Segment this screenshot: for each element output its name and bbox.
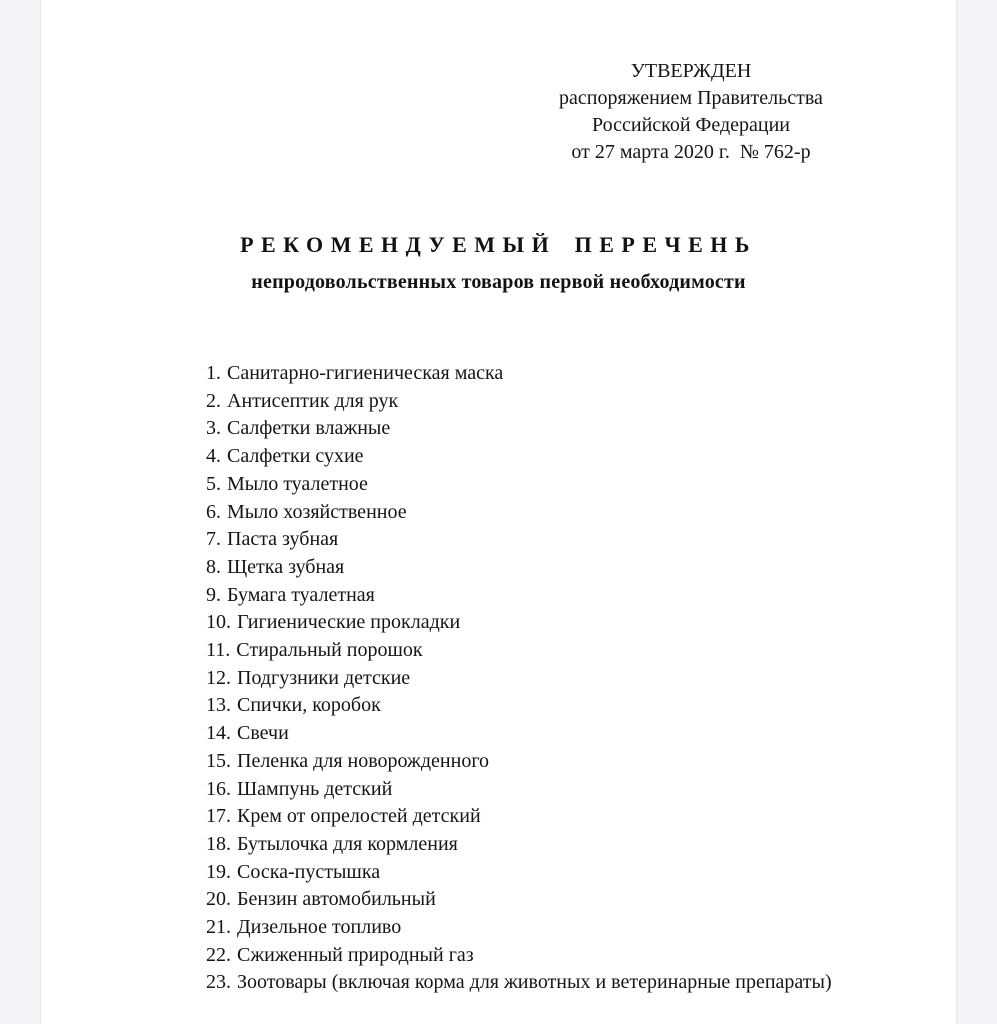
item-label: Салфетки влажные xyxy=(227,417,391,440)
approval-line-3: Российской Федерации xyxy=(591,114,791,136)
item-number: 10. xyxy=(206,611,231,634)
list-item xyxy=(206,360,926,388)
list-item xyxy=(206,637,926,665)
item-number: 16. xyxy=(206,777,231,800)
item-label: Свечи xyxy=(237,722,289,745)
item-label: Соска-пустышка xyxy=(237,860,381,883)
list-item xyxy=(206,803,926,831)
item-label: Дизельное топливо xyxy=(237,916,402,939)
item-label: Санитарно-гигиеническая маска xyxy=(227,362,504,384)
list-item xyxy=(206,554,926,582)
item-label: Мыло хозяйственное xyxy=(227,500,407,523)
list-item xyxy=(206,942,926,970)
approval-line-2: распоряжением Правительства xyxy=(559,87,823,109)
item-number: 22. xyxy=(206,943,231,966)
document-page xyxy=(40,0,957,1024)
item-label: Подгузники детские xyxy=(237,666,411,689)
list-item xyxy=(206,582,926,610)
item-number: 17. xyxy=(206,805,231,828)
item-number: 21. xyxy=(206,916,231,939)
item-number: 12. xyxy=(206,666,231,689)
item-number: 8. xyxy=(206,555,221,578)
list-item xyxy=(206,471,926,499)
item-label: Стиральный порошок xyxy=(236,639,423,662)
item-label: Крем от опрелостей детский xyxy=(237,805,481,828)
item-label: Бумага туалетная xyxy=(227,583,375,606)
item-label: Щетка зубная xyxy=(227,555,345,578)
list-item xyxy=(206,443,926,471)
item-number: 15. xyxy=(206,749,231,772)
item-number: 5. xyxy=(206,472,221,495)
item-label: Бутылочка для кормления xyxy=(237,832,458,855)
approval-line-4: от 27 марта 2020 г. № 762-р xyxy=(571,141,811,163)
approval-line-1: УТВЕРЖДЕН xyxy=(630,60,752,82)
items-list xyxy=(41,360,956,997)
list-item xyxy=(206,526,926,554)
item-label: Салфетки сухие xyxy=(227,445,364,468)
item-number: 11. xyxy=(206,639,231,662)
item-label: Сжиженный природный газ xyxy=(237,943,474,966)
item-number: 9. xyxy=(206,583,221,606)
item-label: Пеленка для новорожденного xyxy=(237,749,490,772)
document-subtitle: непродовольственных товаров первой необходимости xyxy=(251,271,746,293)
list-item xyxy=(206,914,926,942)
item-number: 7. xyxy=(206,528,221,551)
list-item xyxy=(206,665,926,693)
item-number: 3. xyxy=(206,417,221,440)
list-item xyxy=(206,499,926,527)
item-number: 6. xyxy=(206,500,221,523)
item-number: 14. xyxy=(206,722,231,745)
item-number: 2. xyxy=(206,389,221,412)
approval-block xyxy=(526,58,856,166)
item-label: Мыло туалетное xyxy=(227,472,368,495)
item-label: Антисептик для рук xyxy=(227,389,399,412)
list-item xyxy=(206,388,926,416)
list-item xyxy=(206,776,926,804)
list-item xyxy=(206,859,926,887)
item-number: 23. xyxy=(206,971,231,994)
item-number: 18. xyxy=(206,832,231,855)
item-number: 1. xyxy=(206,362,221,384)
list-item xyxy=(206,969,926,997)
item-label: Зоотовары (включая корма для животных и ветеринарные препараты) xyxy=(237,971,832,994)
item-number: 20. xyxy=(206,888,231,911)
item-number: 19. xyxy=(206,860,231,883)
document-title: РЕКОМЕНДУЕМЫЙ ПЕРЕЧЕНЬ xyxy=(240,232,757,257)
list-item xyxy=(206,415,926,443)
item-label: Паста зубная xyxy=(227,528,339,551)
item-label: Гигиенические прокладки xyxy=(237,611,461,634)
list-item xyxy=(206,886,926,914)
list-item xyxy=(206,609,926,637)
list-item xyxy=(206,748,926,776)
list-item xyxy=(206,831,926,859)
item-number: 13. xyxy=(206,694,231,717)
item-label: Бензин автомобильный xyxy=(237,888,436,911)
item-number: 4. xyxy=(206,445,221,468)
item-label: Спички, коробок xyxy=(237,694,381,717)
list-item xyxy=(206,720,926,748)
list-item xyxy=(206,692,926,720)
item-label: Шампунь детский xyxy=(237,777,393,800)
